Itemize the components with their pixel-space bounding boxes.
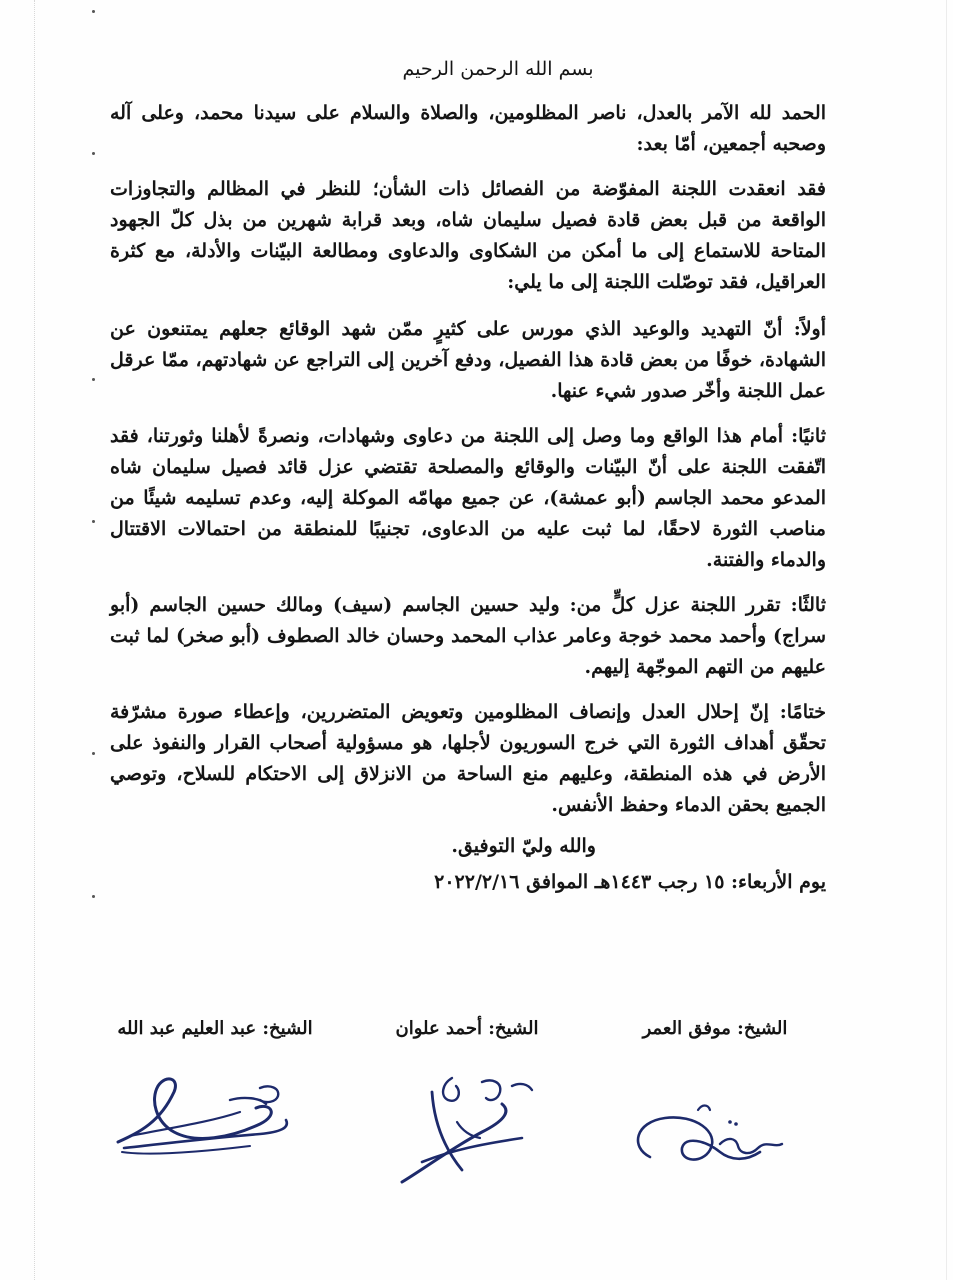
signatory-name: الشيخ: أحمد علوان [395, 1018, 539, 1039]
handwritten-signature [110, 1052, 320, 1192]
clause-lead: ثانيًا: [791, 425, 826, 447]
clause-lead: ثالثًا: [790, 594, 826, 616]
intro-paragraph: فقد انعقدت اللجنة المفوّضة من الفصائل ذات الشأن؛ للنظر في المظالم والتجاوزات الواقعة من قبل بعض قادة فصيل سليمان شاه، وبعد قرابة شهرين من بذل كلّ الجهود المتاحة للاستماع إلى ما أمكن من الشكاوى والدعاوى ومطالعة البيّنات والأدلة، مع كثرة العراقيل، فقد توصّلت اللجنة إلى ما يلي: [110, 178, 826, 293]
clause-second [110, 421, 826, 576]
closing-line: والله وليّ التوفيق. [451, 835, 596, 857]
margin-dot [92, 520, 95, 523]
page-fold-line [34, 0, 35, 1280]
clause-lead: أولاً: [793, 318, 826, 340]
margin-dot [92, 378, 95, 381]
clause-lead: ختامًا: [779, 701, 826, 723]
signatory-name: الشيخ: موفق العمر [642, 1018, 788, 1039]
signature-slot [352, 1018, 582, 1218]
signature-slot [600, 1018, 830, 1218]
signature-slot [100, 1018, 330, 1218]
signature-block [100, 1018, 830, 1218]
signatory-name: الشيخ: عبد العليم عبد الله [117, 1018, 313, 1039]
margin-dot [92, 752, 95, 755]
clause-closing [110, 697, 826, 821]
clause-text: تقرر اللجنة عزل كلٍّ من: وليد حسين الجاسم (سيف) ومالك حسين الجاسم (أبو سراج) وأحمد محمد خوجة وعامر عذاب المحمد وحسان خالد الصطوف (أبو صخر) لما ثبت عليهم من التهم الموجّهة إليهم. [110, 594, 826, 678]
clause-first [110, 314, 826, 407]
date-line: يوم الأربعاء: ١٥ رجب ١٤٤٣هـ الموافق ٢٠٢٢/٢/١٦ [434, 871, 826, 893]
handwritten-signature [610, 1052, 820, 1192]
margin-dot [92, 152, 95, 155]
margin-dot [92, 10, 95, 13]
clause-third [110, 590, 826, 683]
page-edge [946, 0, 947, 1280]
letter-body [110, 58, 826, 893]
opening-paragraph: الحمد لله الآمر بالعدل، ناصر المظلومين، والصلاة والسلام على سيدنا محمد، وعلى آله وصحبه أجمعين، أمّا بعد: [110, 102, 826, 155]
handwritten-signature [362, 1052, 572, 1192]
clause-text: أمام هذا الواقع وما وصل إلى اللجنة من دعاوى وشهادات، ونصرةً لأهلنا وثورتنا، فقد اتّفقت اللجنة على أنّ البيّنات والوقائع والمصلحة تقتضي عزل قائد فصيل سليمان شاه المدعو محمد الجاسم (أبو عمشة)، عن جميع مهامّه الموكلة إليه، وعدم تسليمه شيئًا من مناصب الثورة لاحقًا، لما ثبت عليه من الدعاوى، تجنيبًا للمنطقة من احتمالات الاقتتال والدماء والفتنة. [110, 425, 826, 571]
clause-text: أنّ التهديد والوعيد الذي مورس على كثيرٍ ممّن شهد الوقائع جعلهم يمتنعون عن الشهادة، خوفًا من بعض قادة هذا الفصيل، ودفع آخرين إلى التراجع عن شهادتهم، ممّا عرقل عمل اللجنة وأخّر صدور شيء عنها. [110, 318, 826, 402]
basmala-heading: بسم الله الرحمن الرحيم [402, 58, 594, 80]
margin-dot [92, 895, 95, 898]
clause-text: إنّ إحلال العدل وإنصاف المظلومين وتعويض المتضررين، وإعطاء صورة مشرّفة تحقّق أهداف الثورة التي خرج السوريون لأجلها، هو مسؤولية أصحاب القرار والنفوذ على الأرض في هذه المنطقة، وعليهم منع الساحة من الانزلاق إلى الاحتكام للسلاح، وتوصي الجميع بحقن الدماء وحفظ الأنفس. [110, 701, 826, 816]
